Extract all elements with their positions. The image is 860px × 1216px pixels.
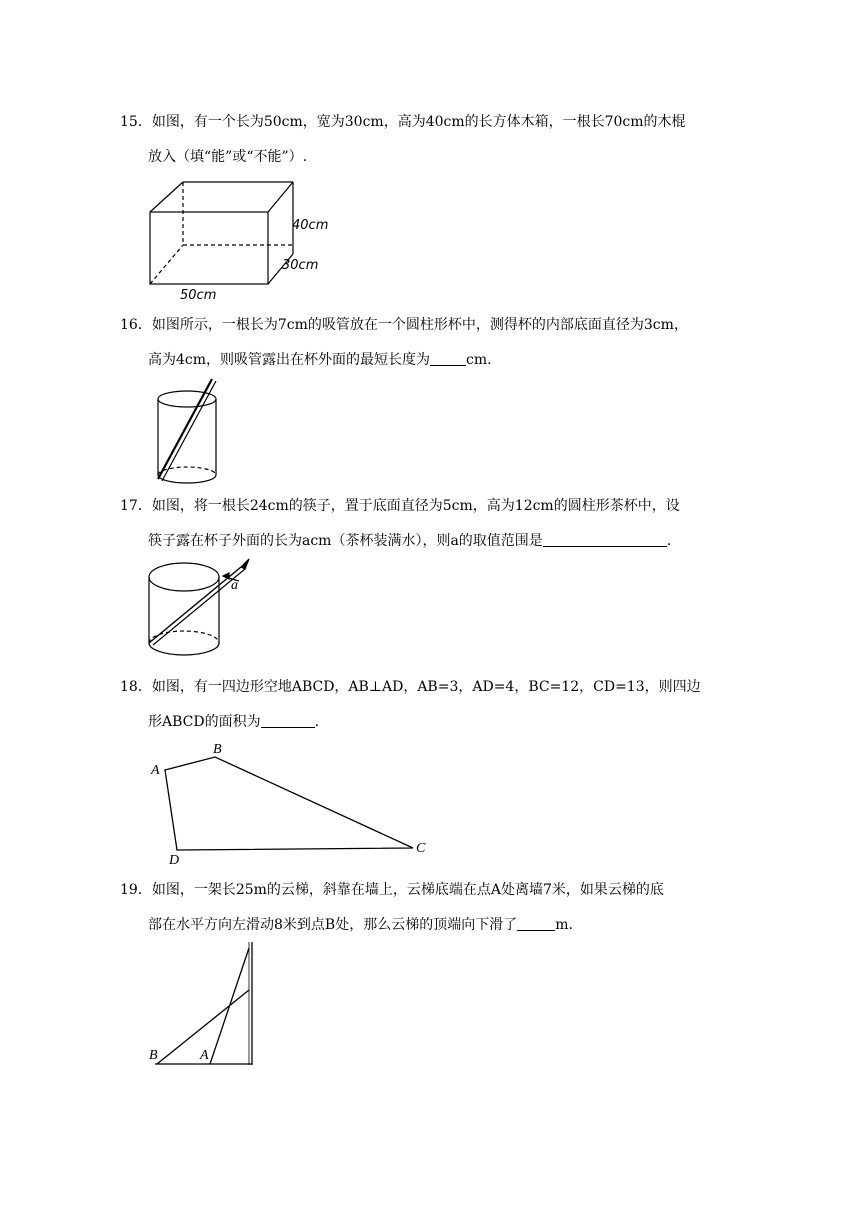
question-15-line-2: 放入（填“能”或“不能”）. — [148, 149, 308, 165]
label-length: 50cm — [180, 288, 217, 303]
question-17-text-after-blank: . — [666, 533, 672, 549]
question-15-cuboid-figure — [140, 175, 340, 305]
question-15-number: 15． — [120, 114, 152, 130]
answer-blank[interactable] — [261, 713, 315, 728]
question-18-line-1 — [120, 677, 701, 697]
question-19-line-2 — [148, 915, 573, 935]
question-18-text: 如图，有一四边形空地ABCD，AB⊥AD，AB=3，AD=4，BC=12，CD=13，则四边 — [151, 679, 701, 695]
question-16-line-1 — [120, 315, 688, 335]
question-16-line-2 — [148, 350, 492, 370]
answer-blank[interactable] — [543, 532, 667, 547]
question-17-line-1 — [120, 496, 680, 516]
question-15-line-1 — [120, 112, 686, 132]
vertex-a: A — [151, 763, 160, 778]
vertex-b: B — [213, 742, 222, 757]
point-b: B — [149, 1048, 158, 1063]
question-15-text: 如图，有一个长为50cm，宽为30cm，高为40cm的长方体木箱，一根长70cm的木棍 — [151, 114, 686, 130]
question-17-line-2 — [148, 531, 671, 551]
label-width: 30cm — [282, 258, 319, 273]
question-16-text: 如图所示，一根长为7cm的吸管放在一个圆柱形杯中，测得杯的内部底面直径为3cm， — [151, 317, 688, 333]
question-19-text-after-blank: m. — [555, 917, 573, 933]
question-16-cylinder-figure — [150, 375, 230, 485]
question-19-number: 19． — [120, 882, 152, 898]
vertex-c: C — [416, 841, 426, 856]
question-18-quadrilateral-figure — [145, 740, 435, 868]
label-a: a — [231, 578, 238, 593]
question-17-text-before-blank: 筷子露在杯子外面的长为acm（茶杯装满水），则a的取值范围是 — [148, 533, 543, 549]
question-16-text-after-blank: cm. — [466, 352, 492, 368]
answer-blank[interactable] — [430, 351, 466, 366]
question-17-cylinder-figure — [145, 555, 260, 665]
question-17-text: 如图，将一根长24cm的筷子，置于底面直径为5cm，高为12cm的圆柱形茶杯中，设 — [151, 498, 680, 514]
question-18-text-after-blank: . — [314, 714, 320, 730]
question-19-line-1 — [120, 880, 664, 900]
question-19-text: 如图，一架长25m的云梯，斜靠在墙上，云梯底端在点A处离墙7米，如果云梯的底 — [151, 882, 664, 898]
answer-blank[interactable] — [517, 916, 555, 931]
question-19-ladder-figure — [145, 940, 260, 1070]
question-19-text-before-blank: 部在水平方向左滑动8米到点B处，那么云梯的顶端向下滑了 — [148, 917, 518, 933]
question-17-number: 17． — [120, 498, 152, 514]
question-18-number: 18． — [120, 679, 152, 695]
question-18-text-before-blank: 形ABCD的面积为 — [148, 714, 261, 730]
question-16-text-before-blank: 高为4cm，则吸管露出在杯外面的最短长度为 — [148, 352, 431, 368]
point-a: A — [200, 1048, 209, 1063]
question-16-number: 16． — [120, 317, 152, 333]
question-18-line-2 — [148, 712, 319, 732]
label-height: 40cm — [292, 218, 329, 233]
vertex-d: D — [169, 853, 180, 868]
